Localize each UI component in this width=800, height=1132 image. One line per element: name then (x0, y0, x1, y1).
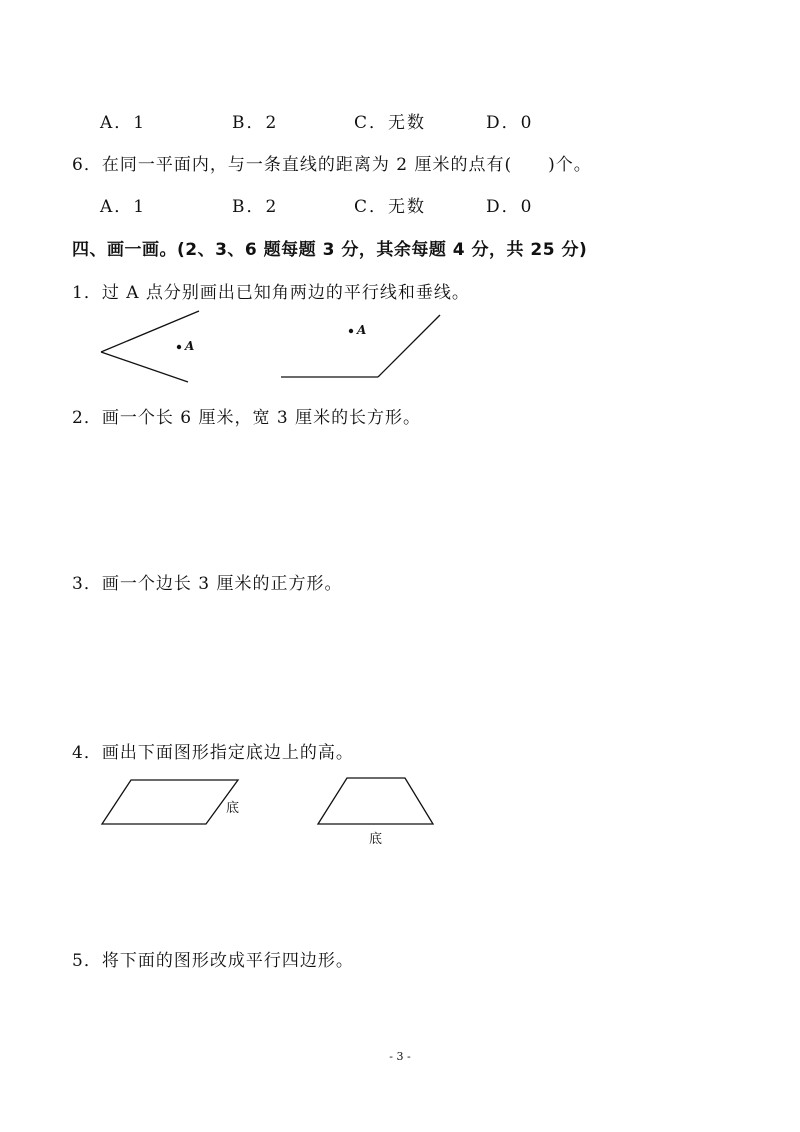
s4-q5-text: 5．将下面的图形改成平行四边形。 (72, 951, 354, 971)
parallelogram-base-label: 底 (226, 801, 240, 816)
point-a-right-label: A (357, 323, 367, 337)
q5-option-d: D．0 (486, 113, 534, 133)
s4-q1-text: 1．过 A 点分别画出已知角两边的平行线和垂线。 (72, 283, 470, 303)
page-number: - 3 - (389, 1050, 411, 1063)
s4-q2-text: 2．画一个长 6 厘米，宽 3 厘米的长方形。 (72, 408, 422, 428)
q6-stem: 6．在同一平面内，与一条直线的距离为 2 厘米的点有( )个。 (72, 155, 592, 175)
q6-option-c: C．无数 (354, 197, 427, 217)
s4-q4-text: 4．画出下面图形指定底边上的高。 (72, 743, 354, 763)
angle-ray-slanted (378, 315, 440, 377)
point-a-left (177, 345, 181, 349)
point-a-left-label: A (185, 339, 195, 353)
point-a-right (349, 329, 353, 333)
q6-option-b: B．2 (232, 197, 279, 217)
q6-option-d: D．0 (486, 197, 534, 217)
section-heading: 四、画一画。(2、3、6 题每题 3 分，其余每题 4 分，共 25 分) (72, 240, 588, 260)
q5-option-a: A．1 (100, 113, 147, 133)
q5-option-c: C．无数 (354, 113, 427, 133)
q6-option-a: A．1 (100, 197, 147, 217)
s4-q3-text: 3．画一个边长 3 厘米的正方形。 (72, 574, 343, 594)
trapezoid-base-label: 底 (369, 832, 383, 847)
q5-option-b: B．2 (232, 113, 279, 133)
parallelogram-figure (102, 780, 238, 824)
trapezoid-figure (318, 778, 433, 824)
angle-ray-lower (101, 352, 188, 382)
